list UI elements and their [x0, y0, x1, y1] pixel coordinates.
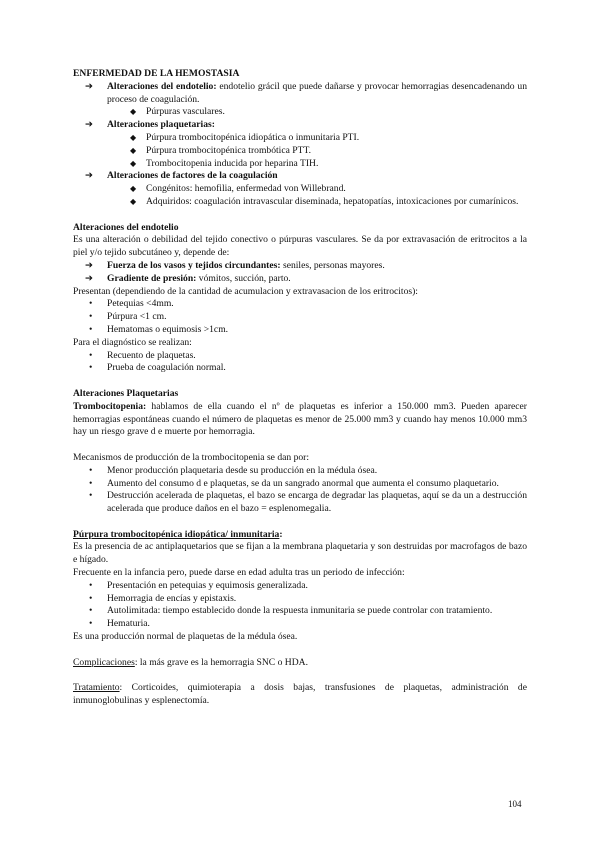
page-number: 104: [508, 799, 522, 809]
mechanism-item: [73, 478, 527, 491]
diamond-icon: ◆: [130, 132, 137, 142]
diag-item: [73, 362, 527, 375]
arrow-icon: ➔: [85, 119, 94, 131]
outline-item: [73, 170, 527, 183]
pti-items-list: [73, 580, 527, 631]
outline-item: [73, 119, 527, 132]
outline-subitem: [73, 145, 527, 158]
diag-item-text: Recuento de plaquetas.: [107, 349, 196, 361]
bullet-icon: •: [89, 490, 93, 502]
pti-item: [73, 580, 527, 593]
bullet-icon: •: [89, 579, 93, 591]
outline-item-label: Alteraciones plaquetarias:: [107, 119, 215, 131]
bullet-icon: •: [89, 323, 93, 335]
diamond-icon: ◆: [130, 107, 137, 117]
tratamiento-text: : Corticoides, quimioterapia a dosis bajas, transfusiones de plaquetas, administración de inmunoglobulinas y esplenectomía.: [73, 682, 527, 707]
pti-paragraph-2: Frecuente en la infancia pero, puede darse en edad adulta tras un periodo de infección:: [73, 567, 405, 579]
sign-item: [73, 311, 527, 324]
outline-subitem-text: Adquiridos: coagulación intravascular diseminada, hepatopatías, intoxicaciones por cumarínicos.: [146, 195, 519, 207]
outline-subitem-text: Púrpura trombocitopénica trombótica PTT.: [146, 144, 312, 156]
pti-item: [73, 618, 527, 631]
factor-item: [73, 273, 527, 286]
factor-label: Fuerza de los vasos y tejidos circundantes:: [107, 259, 281, 271]
pti-item: [73, 593, 527, 606]
sign-item-text: Púrpura <1 cm.: [107, 311, 167, 323]
diag-item: [73, 350, 527, 363]
factor-text: vómitos, succión, parto.: [196, 272, 291, 284]
trombocitopenia-label: Trombocitopenia:: [73, 400, 147, 412]
pti-item-text: Hemorragia de encías y epistaxis.: [107, 592, 237, 604]
trombocitopenia-paragraph: [73, 401, 527, 439]
outline-subitem: [73, 106, 527, 119]
diag-list: [73, 350, 527, 376]
diamond-icon: ◆: [130, 158, 137, 168]
sign-item: [73, 298, 527, 311]
tratamiento-label: Tratamiento: [73, 682, 120, 694]
pti-heading-line: [73, 529, 527, 542]
pti-item-text: Autolimitada: tiempo establecido donde la respuesta inmunitaria se puede controlar con tratamiento.: [107, 605, 493, 617]
mechanism-item-text: Menor producción plaquetaria desde su producción en la médula ósea.: [107, 464, 378, 476]
pti-paragraph-1: Es la presencia de ac antiplaquetarios que se fijan a la membrana plaquetaria y son destruidas por macrofagos de bazo e hígado.: [73, 541, 527, 566]
section-heading-endotelio: Alteraciones del endotelio: [73, 221, 179, 233]
diag-intro: Para el diagnóstico se realizan:: [73, 336, 192, 348]
bullet-icon: •: [89, 311, 93, 323]
bullet-icon: •: [89, 298, 93, 310]
outline-subitem: [73, 183, 527, 196]
mechanism-item: [73, 490, 527, 516]
tratamiento-paragraph: [73, 682, 527, 708]
sign-item-text: Hematomas o equimosis >1cm.: [107, 323, 229, 335]
outline-subitem: [73, 132, 527, 145]
outline-subitem-text: Congénitos: hemofilia, enfermedad von Willebrand.: [146, 183, 346, 195]
outline-item-text: endotelio grácil que puede dañarse y provocar hemorragias desencadenando un proceso de coagulación.: [107, 80, 527, 105]
diamond-icon: ◆: [130, 145, 137, 155]
outline-item: [73, 81, 527, 107]
factors-list: [73, 260, 527, 286]
arrow-icon: ➔: [85, 272, 94, 284]
diamond-icon: ◆: [130, 184, 137, 194]
endotelio-intro: Es una alteración o debilidad del tejido conectivo o púrpuras vasculares. Se da por extravasación de eritrocitos a la piel y/o tejido subcutáneo y, depende de:: [73, 234, 527, 259]
outline-subitem: [73, 158, 527, 171]
trombocitopenia-text: hablamos de ella cuando el nº de plaquetas es inferior a 150.000 mm3. Pueden aparecer hemorragias espontáneas cuando el número de plaquetas es menor de 25.000 mm3 y cuando hay menos 10.000 mm3 hay un riesgo grave d e muerte por hemorragia.: [73, 400, 527, 438]
mechanism-item-text: Aumento del consumo d e plaquetas, se da un sangrado anormal que aumenta el consumo plaquetario.: [107, 477, 499, 489]
outline-subitem-text: Trombocitopenia inducida por heparina TIH.: [146, 157, 319, 169]
bullet-icon: •: [89, 477, 93, 489]
outline-item-label: Alteraciones del endotelio:: [107, 80, 217, 92]
signs-list: [73, 298, 527, 336]
bullet-icon: •: [89, 349, 93, 361]
mecanismos-intro: Mecanismos de producción de la trombocitopenia se dan por:: [73, 451, 310, 463]
arrow-icon: ➔: [85, 80, 94, 92]
arrow-icon: ➔: [85, 259, 94, 271]
pti-item-text: Presentación en petequias y equimosis generalizada.: [107, 579, 308, 591]
outline-subitem-text: Púrpuras vasculares.: [146, 106, 225, 118]
outline-subitem-text: Púrpura trombocitopénica idiopática o inmunitaria PTI.: [146, 131, 360, 143]
mechanisms-list: [73, 465, 527, 516]
pti-heading-colon: :: [279, 528, 283, 540]
arrow-icon: ➔: [85, 170, 94, 182]
bullet-icon: •: [89, 605, 93, 617]
bullet-icon: •: [89, 464, 93, 476]
mechanism-item: [73, 465, 527, 478]
factor-text: seniles, personas mayores.: [280, 259, 385, 271]
sign-item: [73, 324, 527, 337]
complicaciones-paragraph: [73, 657, 527, 670]
section-heading-pti: Púrpura trombocitopénica idiopática/ inmunitaria: [73, 528, 280, 540]
bullet-icon: •: [89, 592, 93, 604]
complicaciones-label: Complicaciones: [73, 656, 135, 668]
complicaciones-text: : la más grave es la hemorragia SNC o HDA.: [134, 656, 308, 668]
presentan-text: Presentan (dependiendo de la cantidad de acumulacion y extravasacion de los eritrocitos):: [73, 285, 418, 297]
bullet-icon: •: [89, 618, 93, 630]
bullet-icon: •: [89, 362, 93, 374]
pti-paragraph-3: Es una producción normal de plaquetas de la médula ósea.: [73, 631, 298, 643]
document-page: [73, 68, 527, 708]
pti-item: [73, 605, 527, 618]
factor-item: [73, 260, 527, 273]
diamond-icon: ◆: [130, 196, 137, 206]
outline-subitem: [73, 196, 527, 209]
mechanism-item-text: Destrucción acelerada de plaquetas, el bazo se encarga de degradar las plaquetas, aquí se da un a destrucción acelerada que produce daños en el bazo = esplenomegalia.: [107, 490, 527, 515]
page-title: ENFERMEDAD DE LA HEMOSTASIA: [73, 68, 240, 79]
outline: [73, 81, 527, 209]
factor-label: Gradiente de presión:: [107, 272, 197, 284]
pti-item-text: Hematuria.: [107, 618, 150, 630]
section-heading-plaquetarias: Alteraciones Plaquetarias: [73, 387, 179, 399]
diag-item-text: Prueba de coagulación normal.: [107, 362, 226, 374]
sign-item-text: Petequias <4mm.: [107, 298, 174, 310]
outline-item-label: Alteraciones de factores de la coagulación: [107, 170, 278, 182]
